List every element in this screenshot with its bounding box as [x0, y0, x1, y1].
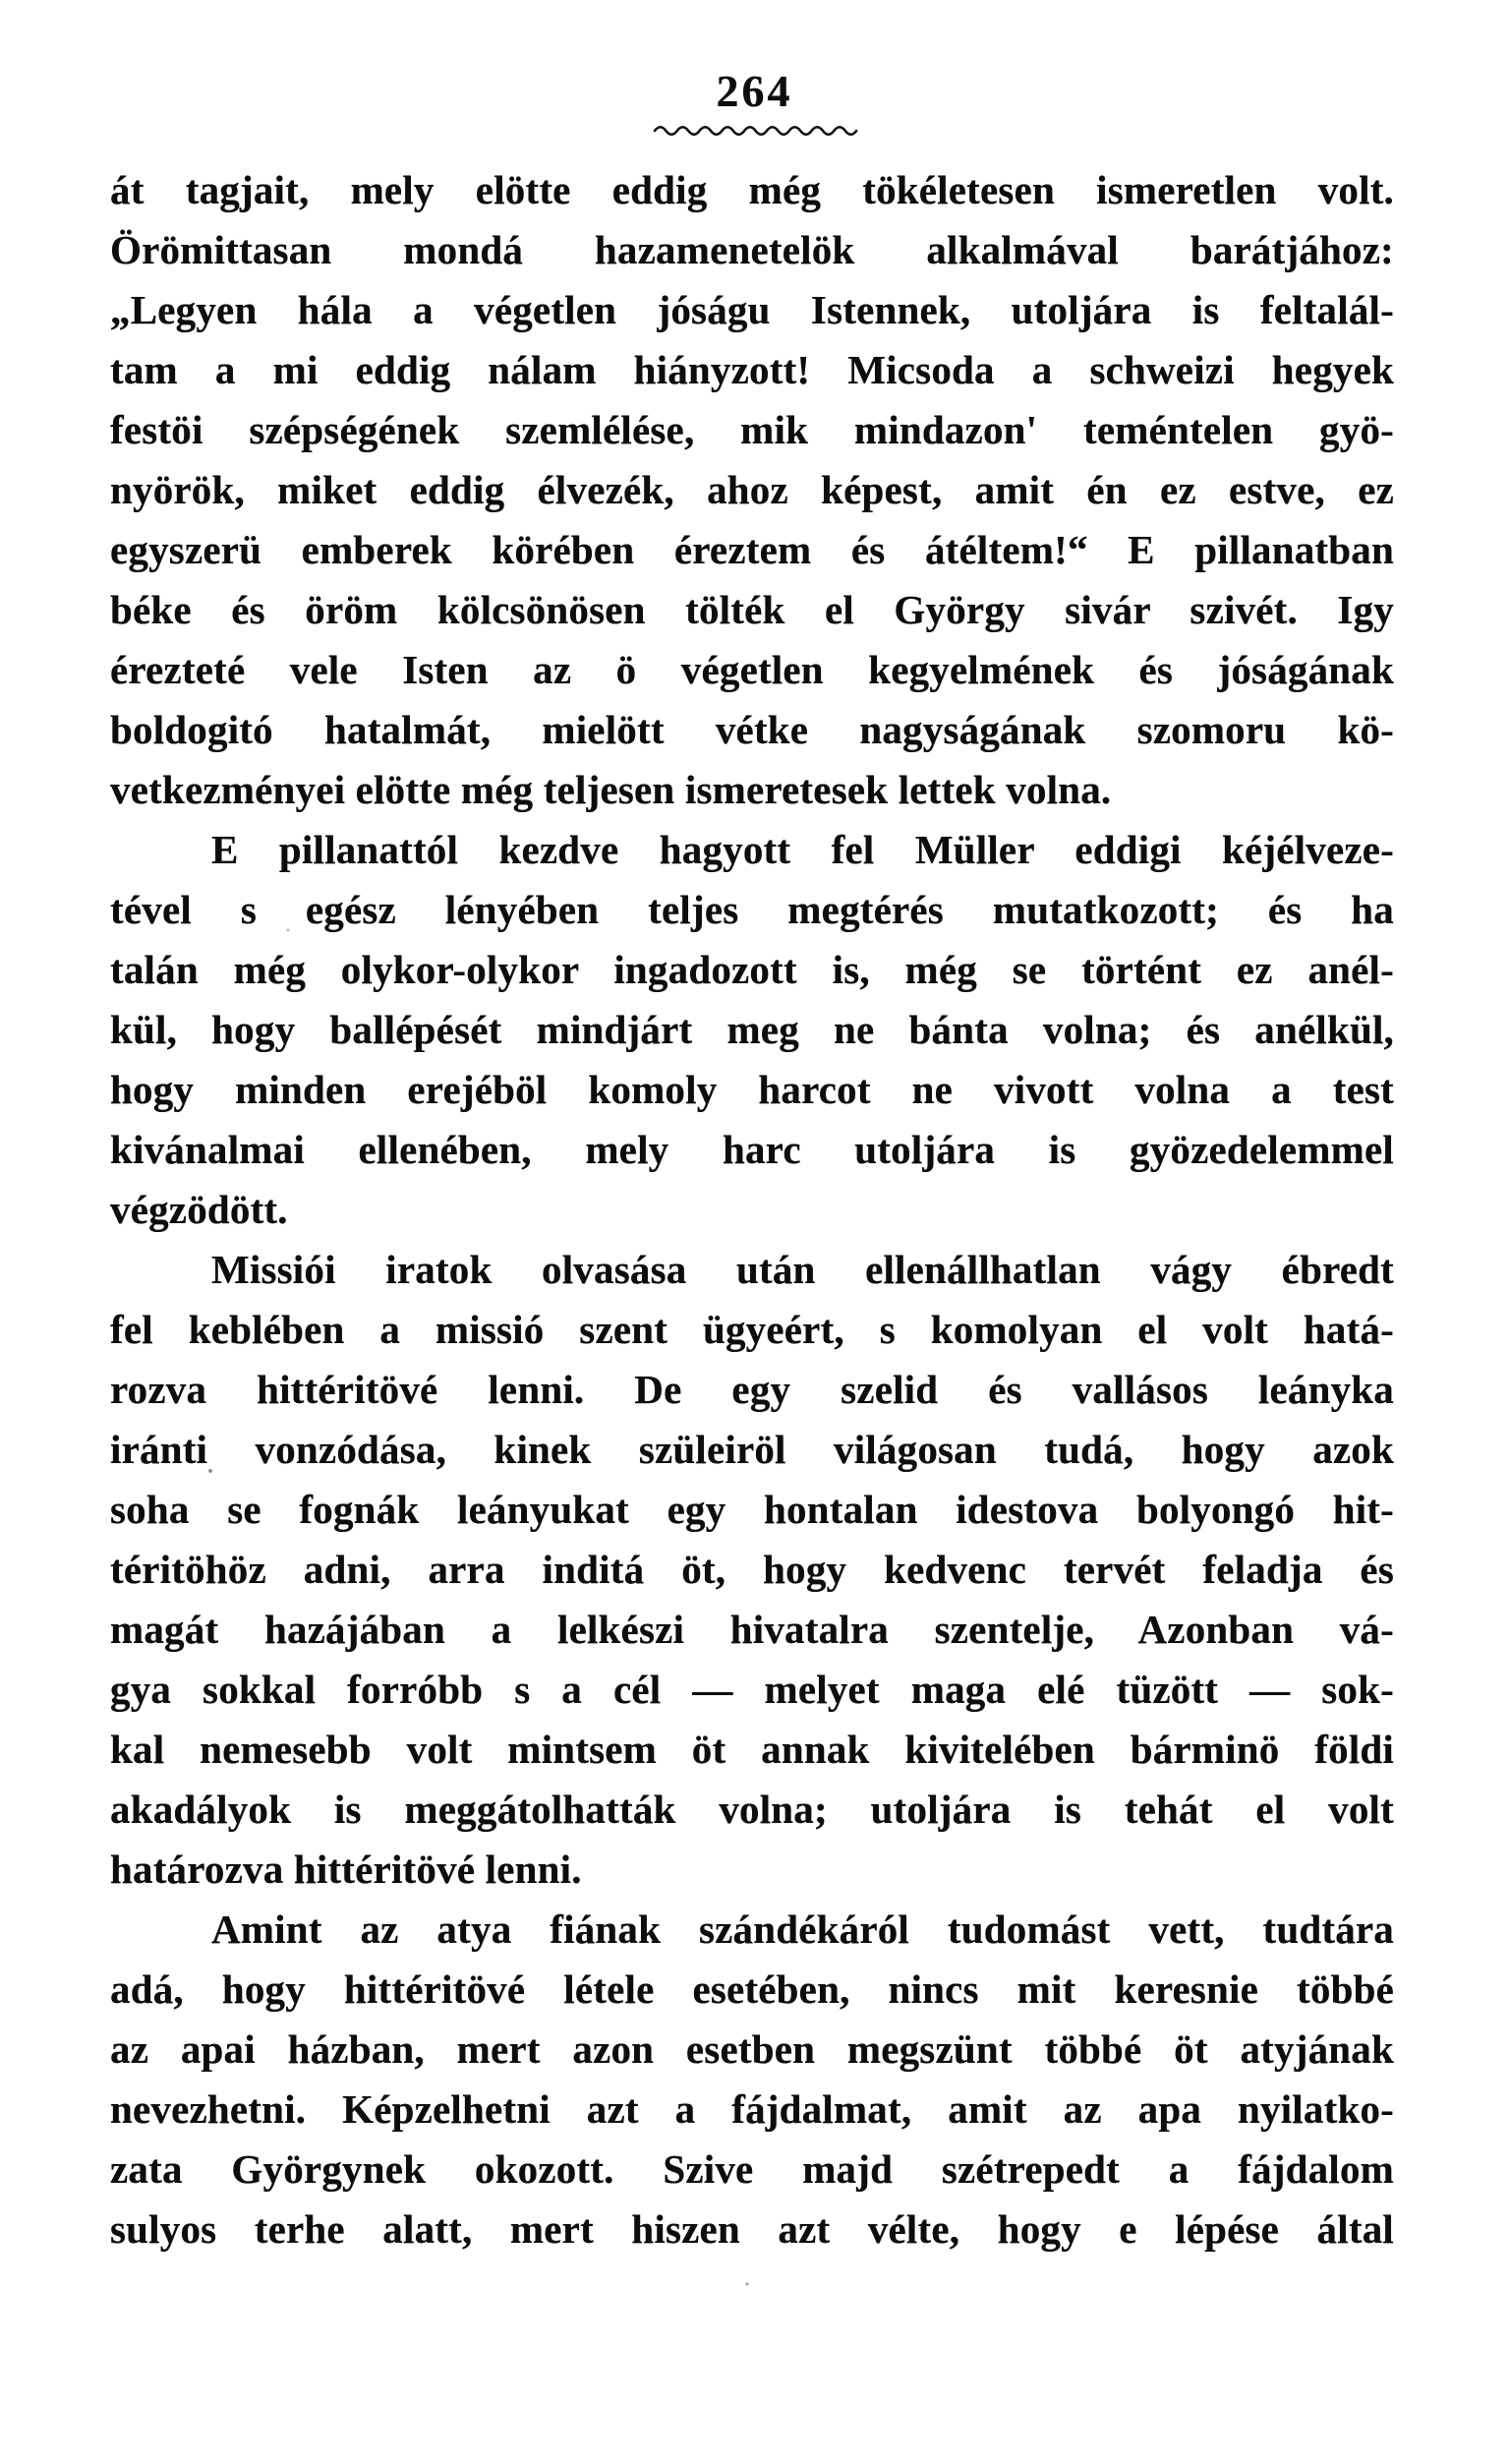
- text-line: fel keblében a missió szent ügyeért, s komolyan el volt hatá-: [110, 1307, 1394, 1352]
- text-line: hogy minden erejéböl komoly harcot ne vivott volna a test: [110, 1067, 1394, 1112]
- text-line: nevezhetni. Képzelhetni azt a fájdalmat, amit az apa nyilatko-: [110, 2086, 1394, 2132]
- text-line: érezteté vele Isten az ö végetlen kegyelmének és jóságának: [110, 647, 1394, 692]
- text-line: adá, hogy hittéritövé létele esetében, nincs mit keresnie többé: [110, 1966, 1394, 2012]
- text-line: boldogitó hatalmát, mielött vétke nagyságának szomoru kö-: [110, 707, 1394, 752]
- text-line: sulyos terhe alatt, mert hiszen azt vélte, hogy e lépése által: [110, 2206, 1394, 2252]
- text-line: Amint az atya fiának szándékáról tudomást vett, tudtára: [211, 1907, 1394, 1952]
- text-line: téritöhöz adni, arra inditá öt, hogy kedvenc tervét feladja és: [110, 1547, 1394, 1592]
- text-line: festöi szépségének szemlélése, mik mindazon' teméntelen gyö-: [110, 407, 1394, 452]
- text-line: határozva hittéritövé lenni.: [110, 1847, 582, 1892]
- text-line: át tagjait, mely elötte eddig még tökéletesen ismeretlen volt.: [110, 167, 1394, 212]
- text-line: kül, hogy ballépését mindjárt meg ne bánta volna; és anélkül,: [110, 1007, 1394, 1052]
- text-line: „Legyen hála a végetlen jóságu Istennek, utoljára is feltalál-: [110, 287, 1394, 332]
- text-line: az apai házban, mert azon esetben megszünt többé öt atyjának: [110, 2026, 1394, 2072]
- page-number-underline: [0, 122, 1509, 138]
- text-line: béke és öröm kölcsönösen tölték el György sivár szivét. Igy: [110, 587, 1394, 632]
- text-line: egyszerü emberek körében éreztem és átéltem!“ E pillanatban: [110, 527, 1394, 572]
- text-line: tével s egész lényében teljes megtérés mutatkozott; és ha: [110, 887, 1394, 932]
- text-line: Örömittasan mondá hazamenetelök alkalmával barátjához:: [110, 227, 1394, 272]
- page-number: 264: [716, 66, 793, 116]
- text-line: kal nemesebb volt mintsem öt annak kivitelében bárminö földi: [110, 1727, 1394, 1772]
- text-line: soha se fognák leányukat egy hontalan idestova bolyongó hit-: [110, 1487, 1394, 1532]
- text-line: vetkezményei elötte még teljesen ismeretesek lettek volna.: [110, 767, 1112, 812]
- text-line: iránti vonzódása, kinek szüleiröl világosan tudá, hogy azok: [110, 1427, 1394, 1472]
- text-line: gya sokkal forróbb s a cél — melyet maga elé tüzött — sok-: [110, 1667, 1394, 1712]
- text-line: rozva hittéritövé lenni. De egy szelid és vallásos leányka: [110, 1367, 1394, 1412]
- text-line: tam a mi eddig nálam hiányzott! Micsoda a schweizi hegyek: [110, 347, 1394, 392]
- wavy-underline-icon: [652, 122, 858, 138]
- text-line: kivánalmai ellenében, mely harc utoljára is gyözedelemmel: [110, 1127, 1394, 1172]
- text-line: magát hazájában a lelkészi hivatalra szentelje, Azonban vá-: [110, 1607, 1394, 1652]
- text-line: akadályok is meggátolhatták volna; utoljára is tehát el volt: [110, 1787, 1394, 1832]
- text-line: E pillanattól kezdve hagyott fel Müller eddigi kéjélveze-: [211, 827, 1394, 872]
- text-line: talán még olykor-olykor ingadozott is, még se történt ez anél-: [110, 947, 1394, 992]
- text-line: zata Györgynek okozott. Szive majd szétrepedt a fájdalom: [110, 2146, 1394, 2192]
- text-line: végzödött.: [110, 1187, 288, 1232]
- text-line: nyörök, miket eddig élvezék, ahoz képest, amit én ez estve, ez: [110, 467, 1394, 512]
- text-line: Missiói iratok olvasása után ellenállhatlan vágy ébredt: [211, 1247, 1394, 1292]
- text-block: [110, 160, 1394, 2259]
